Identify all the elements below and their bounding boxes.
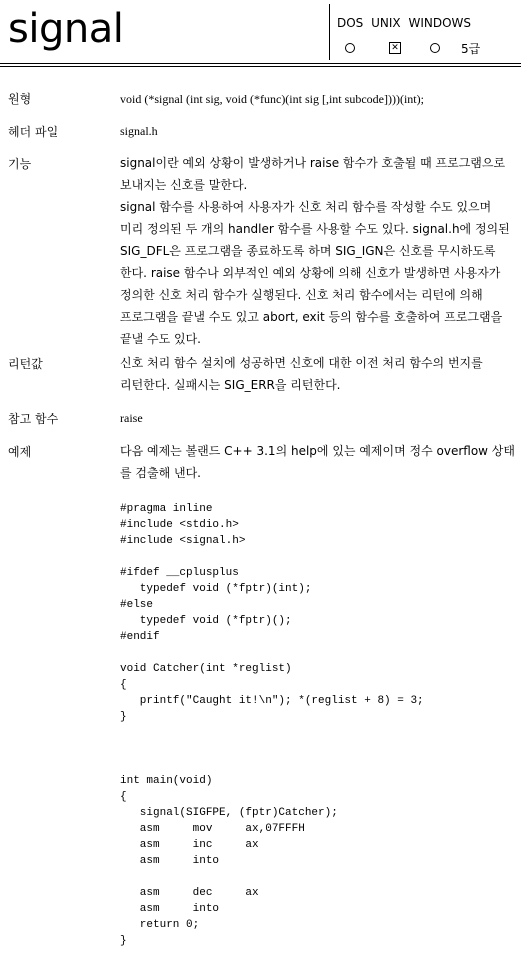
function-line: 미리 정의된 두 개의 handler 함수를 사용할 수도 있다. signal.h에 정의된 xyxy=(120,222,510,236)
os-labels: DOS UNIX WINDOWS xyxy=(337,16,471,30)
function-line: SIG_DFL은 프로그램을 종료하도록 하며 SIG_IGN은 신호를 무시하도록 xyxy=(120,244,496,258)
function-line: signal이란 예외 상황이 발생하거나 raise 함수가 호출될 때 프로그램으로 xyxy=(120,156,506,170)
header-divider-double xyxy=(0,66,521,67)
unix-x-box-icon: ✕ xyxy=(389,42,401,54)
value-header-file: signal.h xyxy=(120,124,158,138)
function-description xyxy=(120,152,522,350)
function-line: 끝낼 수도 있다. xyxy=(120,332,201,346)
label-prototype: 원형 xyxy=(8,92,32,106)
windows-circle-icon xyxy=(430,43,440,53)
return-description xyxy=(120,352,522,396)
value-prototype: void (*signal (int sig, void (*func)(int sig [,int subcode])))(int); xyxy=(120,92,424,106)
header-divider xyxy=(0,63,521,64)
label-example: 예제 xyxy=(8,445,32,459)
label-return: 리턴값 xyxy=(8,357,43,371)
function-line: 정의한 신호 처리 함수가 실행된다. 신호 처리 함수에서는 리턴에 의해 xyxy=(120,288,483,302)
example-line: 다음 예제는 볼랜드 C++ 3.1의 help에 있는 예제이며 정수 overflow 상태 xyxy=(120,444,515,458)
return-line: 리턴한다. 실패시는 SIG_ERR을 리턴한다. xyxy=(120,378,341,392)
grade-label: 5급 xyxy=(461,42,481,56)
label-see-also: 참고 함수 xyxy=(8,412,59,426)
function-line: 프로그램을 끝낼 수도 있고 abort, exit 등의 함수를 호출하여 프로그램을 xyxy=(120,310,503,324)
function-line: 보내지는 신호를 말한다. xyxy=(120,178,248,192)
label-function: 기능 xyxy=(8,157,32,171)
function-line: signal 함수를 사용하여 사용자가 신호 처리 함수를 작성할 수도 있으며 xyxy=(120,200,492,214)
page-title: signal xyxy=(8,6,124,52)
os-support-marks xyxy=(337,40,497,56)
example-description xyxy=(120,440,522,484)
example-line: 를 검출해 낸다. xyxy=(120,466,201,480)
function-line: 한다. raise 함수나 외부적인 예외 상황에 의해 신호가 발생하면 사용자가 xyxy=(120,266,501,280)
header-divider-vertical xyxy=(329,4,330,60)
code-example: #pragma inline #include <stdio.h> #include <signal.h> #ifdef __cplusplus typedef void (*fptr)(int); #else typedef void (*fptr)(); #endif void Catcher(int *reglist) { printf("Caught it!\n"); *(reglist + 8) = 3; } int main(void) { signal(SIGFPE, (fptr)Catcher); asm mov ax,07FFFH asm inc ax asm into asm dec ax asm into return 0; } xyxy=(120,503,424,947)
dos-circle-icon xyxy=(345,43,355,53)
page-header xyxy=(0,0,529,70)
return-line: 신호 처리 함수 설치에 성공하면 신호에 대한 이전 처리 함수의 번지를 xyxy=(120,356,483,370)
label-header-file: 헤더 파일 xyxy=(8,125,59,139)
value-see-also: raise xyxy=(120,411,143,425)
